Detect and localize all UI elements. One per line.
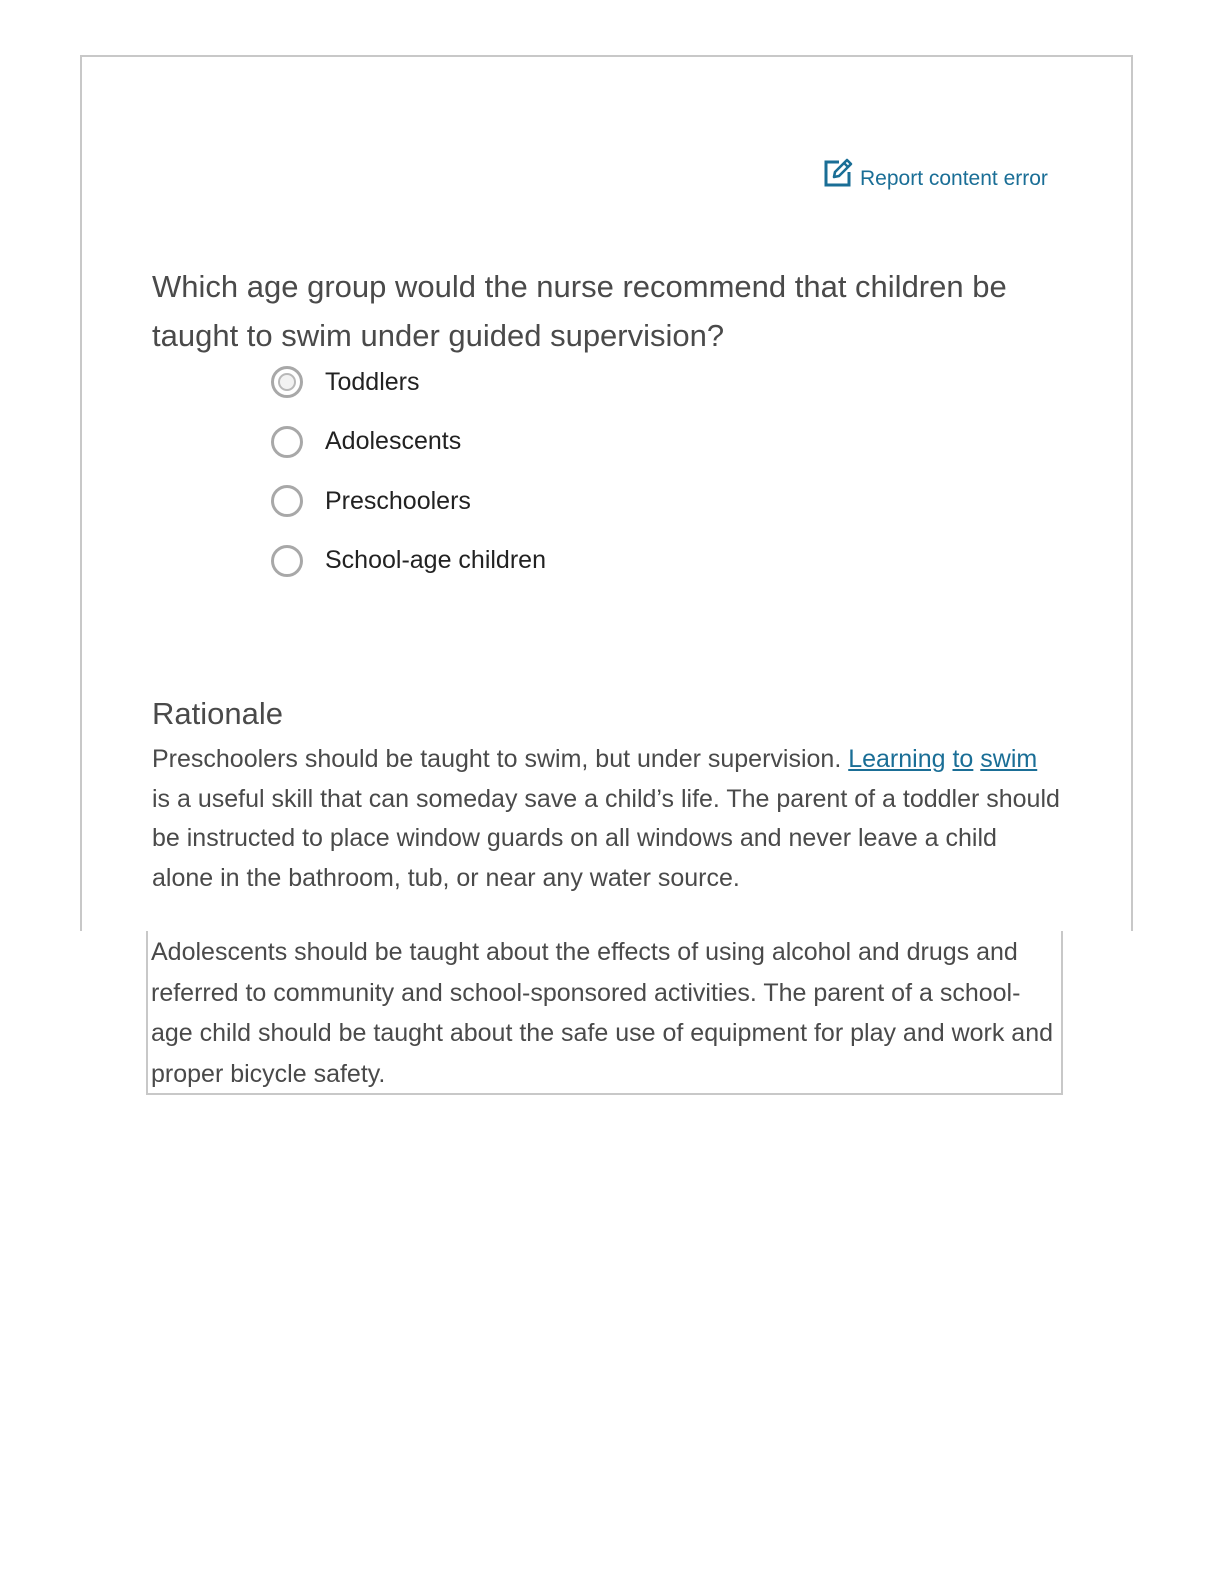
rationale-heading: Rationale [152,696,283,731]
option-toddlers[interactable] [271,362,546,402]
radio-button[interactable] [271,485,303,517]
radio-button[interactable] [271,426,303,458]
learning-to-swim-link-2[interactable]: to [952,745,974,773]
option-school-age-children[interactable] [271,541,546,581]
rationale-text-after: is a useful skill that can someday save a child’s life. The parent of a toddler should be instructed to place window guards on all windows and never leave a child alone in the bathroom, tub, or near any water source. [152,784,1060,892]
option-label: School-age children [325,546,546,574]
option-label: Toddlers [325,367,420,396]
rationale-continuation-text: Adolescents should be taught about the effects of using alcohol and drugs and referred to community and school-sponsored activities. The parent of a school-age child should be taught about the safe use of equipment for play and work and proper bicycle safety. [151,938,1054,1088]
option-adolescents[interactable] [271,422,546,462]
question-text: Which age group would the nurse recommend that children be taught to swim under guided supervision? [152,269,1007,353]
rationale-text [152,740,1062,898]
learning-to-swim-link-1[interactable]: Learning [848,745,946,773]
option-label: Adolescents [325,427,462,455]
rationale-text-before: Preschoolers should be taught to swim, but under supervision. [152,745,849,773]
radio-button[interactable] [271,545,303,577]
learning-to-swim-link-3[interactable]: swim [980,745,1038,773]
edit-pencil-icon [822,157,854,189]
option-label: Preschoolers [325,486,471,515]
report-content-error-link[interactable] [822,157,1048,189]
option-preschoolers[interactable] [271,481,546,521]
report-content-error-label: Report content error [860,167,1048,190]
radio-button-selected[interactable] [271,366,303,398]
answer-options [271,362,546,600]
